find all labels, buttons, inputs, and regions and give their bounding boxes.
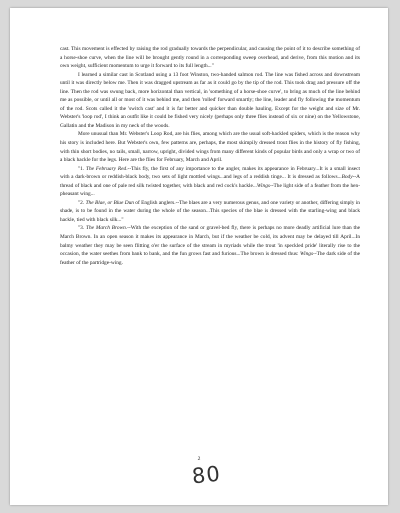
fly-3-title: The March Brown [86,225,126,232]
fly-1-wings-text: --The light side of a feather from the hen-pheasant wing... [60,182,360,198]
document-page [10,8,388,505]
fly-1-body-text: --A thread of black and one of pale red silk twisted together, with black and red cock's hackle... [60,174,360,189]
fly-2-title: The Blae, or Blue Dun [85,199,134,206]
fly-1-number: "1. [78,165,87,172]
paragraph-2 [60,71,360,131]
fly-1-body-label: Body [341,174,353,181]
fly-3-number: "3. [78,225,87,232]
fly-3-wings-label: Wings [299,251,314,258]
fly-1-text: .--This fly, the first of any importance to the angler, makes its appearance in February...It is a small insect with a dark-brown or reddish-black body, two sets of light mottled wings...and legs of a reddish tinge... It is dressed as follows... [60,165,360,181]
fly-1-wings-label: Wings [256,182,270,189]
fly-1-title: The February Red [86,165,127,172]
body-text [60,45,360,267]
paragraph-3 [60,130,360,164]
fly-2-number: "2. [78,199,86,206]
paragraph-4 [60,165,360,199]
fly-2-text: of English anglers.--The blaes are a very numerous genus, and one variety or another, differing simply in shade, is to be found in the water during the whole of the season...This species of the blae is dressed with the starling-wing and black hackle, tied with black silk..." [60,199,360,223]
page-number: 2 [197,456,201,462]
handwritten-page-mark: 80 [190,461,222,489]
fly-3-wings-text: --The dark side of the feather of the partridge-wing. [60,251,360,266]
paragraph-1-text: cast. This movement is effected by raising the rod gradually towards the perpendicular, and causing the point of it to describe something of a horse-shoe curve, when the line will be brought gently round in a corresponding sweep overhead, and derive, from this motion and its own weight, sufficient momentum to urge it forward to its full length..." [60,46,360,70]
paragraph-5 [60,199,360,225]
paragraph-2-text: I learned a similar cast in Scotland using a 13 foot Winston, two-handed salmon rod. The line was fished across and downstream until it was directly below me. Then it was dragged upstream as far as it could go by the tip of the rod. This took drag and pressure off the line. Then the rod was swung back, more horizontal than vertical, in 'something of a horse-shoe curve', to bring as much of the line behind me as possible, or until all or most of it was behind me, and then 'rolled' forward smartly; the line, leader and fly following the momentum of the rod. Scots called it the 'switch cast' and it is far better and quicker than double hauling. Except for the weight and size of Mr. Webster's 'loop rod', I think an outfit like it could be fished very nicely (perhaps only three flies instead of six or nine) on the Yellowstone, Gallatin and the Madison in my neck of the woods. [60,71,360,129]
fly-3-text: .--With the exception of the sand or gravel-bed fly, there is perhaps no more deadly artificial lure than the March Brown. In an open season it makes its appearance in March, but if the weather be cold, its advent may be delayed till April...In balmy weather they may be seen flitting o'er the surface of the stream in myriads while the trout 'in speckled pride' literally rise to the occasion, the water seethes from bank to bank, and the fun grows fast and furious...The brown is dressed thus: [60,225,360,258]
paragraph-3-text: More unusual than Mr. Webster's Loop Rod, are his flies, among which are the usual soft-hackled spiders, which is the reason why his story is included here. But Webster's own, few patterns are, perhaps, the most skimpily dressed trout flies in the history of fly fishing, with thin short bodies, no tails, small, narrow, upright, divided wings from many different kinds of popular birds and only a wrap or two of a black hackle for the legs. Here are the flies for February, March and April. [60,131,360,164]
paragraph-1 [60,45,360,71]
paragraph-6 [60,224,360,267]
